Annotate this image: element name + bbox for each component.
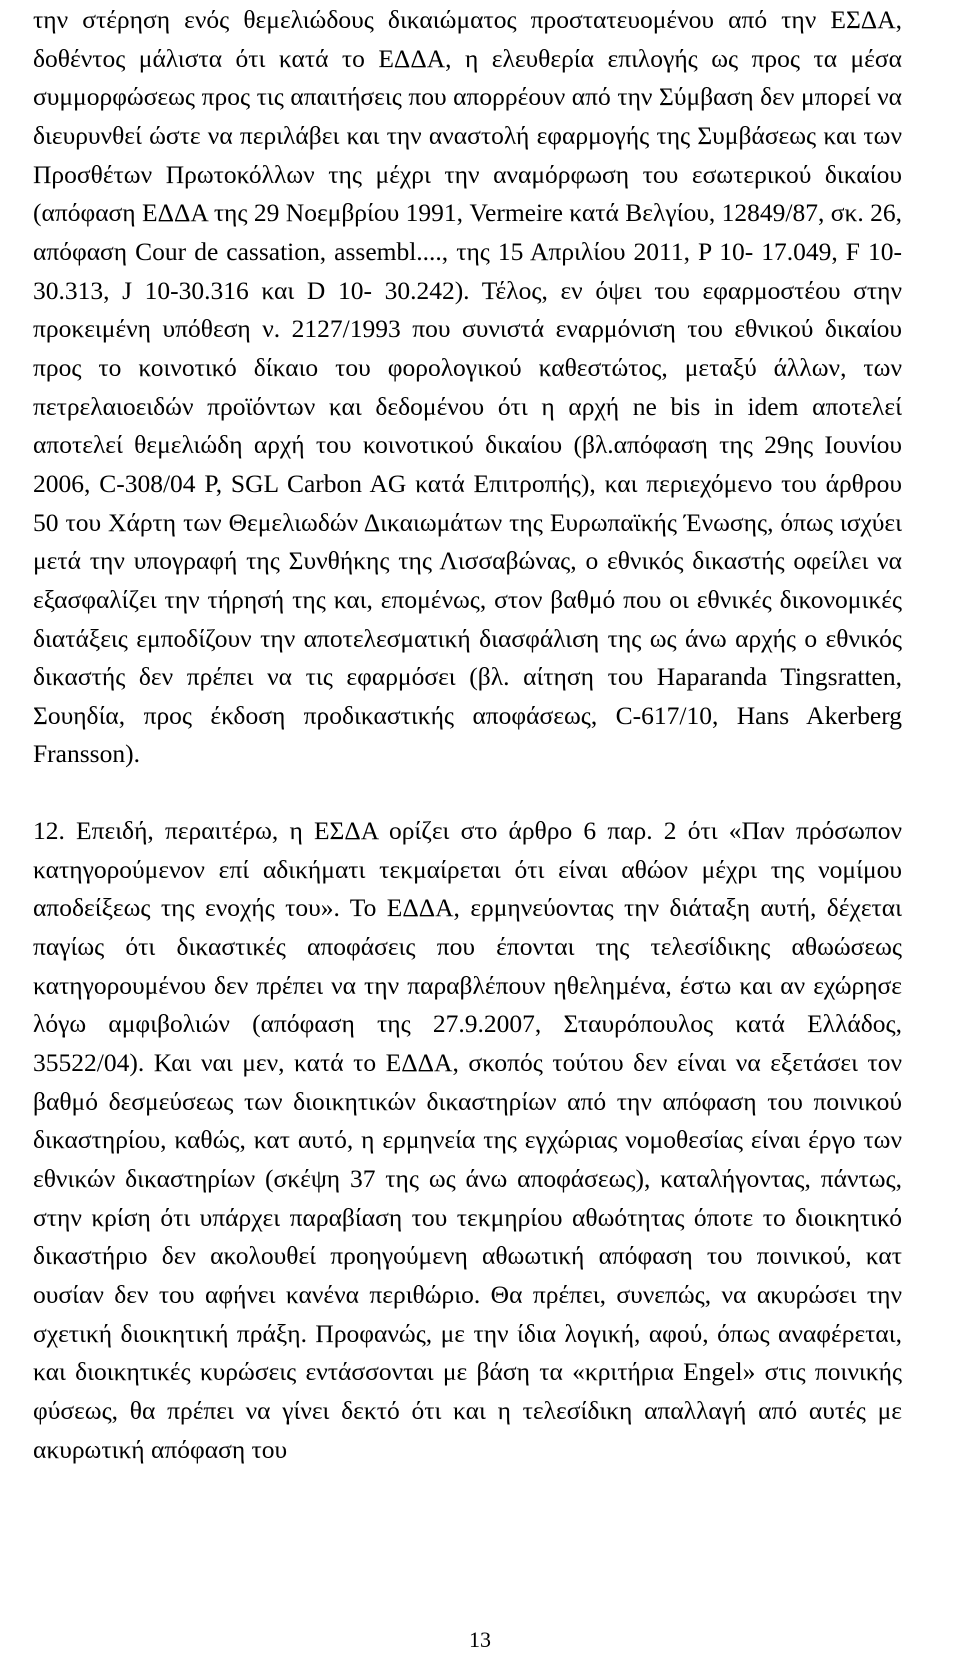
paragraph-continuation: την στέρηση ενός θεμελιώδους δικαιώματος προστατευομένου από την ΕΣΔΑ, δοθέντος μάλιστα ότι κατά το ΕΔΔΑ, η ελευθερία επιλογής ως προς τα μέσα συμμορφώσεως προς τις απαιτήσεις που απορρέουν από την Σύμβαση δεν μπορεί να διευρυνθεί ώστε να περιλάβει και την αναστολή εφαρμογής της Συμβάσεως και των Προσθέτων Πρωτοκόλλων της μέχρι την αναμόρφωση του εσωτερικού δικαίου (απόφαση ΕΔΔΑ της 29 Νοεμβρίου 1991, Vermeire κατά Βελγίου, 12849/87, σκ. 26, απόφαση Cour de cassation, assembl...., της 15 Απριλίου 2011, P 10- 17.049, F 10-30.313, J 10-30.316 και D 10- 30.242). Τέλος, εν όψει του εφαρμοστέου στην προκειμένη υπόθεση ν. 2127/1993 που συνιστά εναρμόνιση του εθνικού δικαίου προς το κοινοτικό δίκαιο του φορολογικού καθεστώτος, μεταξύ άλλων, των πετρελαιοειδών προϊόντων και δεδομένου ότι η αρχή ne bis in idem αποτελεί αποτελεί θεμελιώδη αρχή του κοινοτικού δικαίου (βλ.απόφαση της 29ης Ιουνίου 2006, C-308/04 P, SGL Carbon AG κατά Επιτροπής), και περιεχόμενο του άρθρου 50 του Χάρτη των Θεμελιωδών Δικαιωμάτων της Ευρωπαϊκής Ένωσης, όπως ισχύει μετά την υπογραφή της Συνθήκης της Λισσαβώνας, ο εθνικός δικαστής οφείλει να εξασφαλίζει την τήρησή της και, επομένως, στον βαθμό που οι εθνικές δικονομικές διατάξεις εμποδίζουν την αποτελεσματική διασφάλιση της ως άνω αρχής ο εθνικός δικαστής δεν πρέπει να τις εφαρμόσει (βλ. αίτηση του Haparanda Tingsratten, Σουηδία, προς έκδοση προδικαστικής αποφάσεως, C-617/10, Hans Akerberg Fransson).	[33, 5, 902, 769]
page-number: 13	[469, 1627, 491, 1652]
document-body	[33, 0, 902, 1469]
paragraph-12: 12. Επειδή, περαιτέρω, η ΕΣΔΑ ορίζει στο άρθρο 6 παρ. 2 ότι «Παν πρόσωπον κατηγορούμενον επί αδικήματι τεκμαίρεται ότι είναι αθώον μέχρι της νομίμου αποδείξεως της ενοχής του». Το ΕΔΔΑ, ερμηνεύοντας την διάταξη αυτή, δέχεται παγίως ότι δικαστικές αποφάσεις που έπονται της τελεσίδικης αθωώσεως κατηγορουμένου δεν πρέπει να την παραβλέπουν ηθεληµένα, έστω και αν εχώρησε λόγω αμφιβολιών (απόφαση της 27.9.2007, Σταυρόπουλος κατά Ελλάδος, 35522/04). Και ναι μεν, κατά το ΕΔΔΑ, σκοπός τούτου δεν είναι να εξετάσει τον βαθμό δεσμεύσεως των διοικητικών δικαστηρίων από την απόφαση του ποινικού δικαστηρίου, καθώς, κατ αυτό, η ερμηνεία της εγχώριας νομοθεσίας είναι έργο των εθνικών δικαστηρίων (σκέψη 37 της ως άνω αποφάσεως), καταλήγοντας, πάντως, στην κρίση ότι υπάρχει παραβίαση του τεκμηρίου αθωότητας όποτε το διοικητικό δικαστήριο δεν ακολουθεί προηγούμενη αθωωτική απόφαση του ποινικού, κατ ουσίαν δεν του αφήνει κανένα περιθώριο. Θα πρέπει, συνεπώς, να ακυρώσει την σχετική διοικητική πράξη. Προφανώς, με την ίδια λογική, αφού, όπως αναφέρεται, και διοικητικές κυρώσεις εντάσσονται με βάση τα «κριτήρια Engel» στις ποινικής φύσεως, θα πρέπει να γίνει δεκτό ότι και η τελεσίδικη απαλλαγή από αυτές με ακυρωτική απόφαση του	[33, 816, 902, 1464]
